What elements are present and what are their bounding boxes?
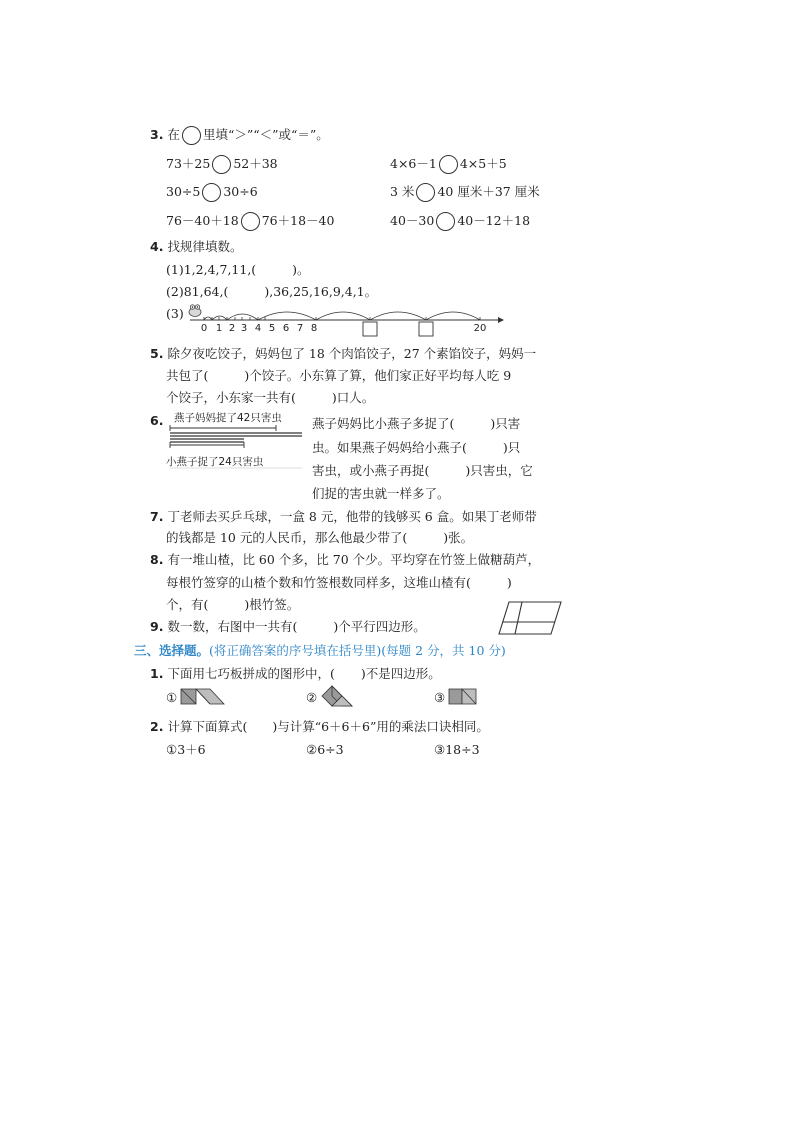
q3-stem: [150, 126, 329, 145]
q5-line-3: [166, 390, 374, 406]
q8-number: 8.: [150, 552, 164, 567]
q6-line-4: [312, 486, 450, 502]
q3-item-6: [390, 212, 530, 231]
q8-text: 有一堆山楂，比 60 个多，比 70 个少。平均穿在竹签上做糖葫芦，: [167, 552, 541, 567]
q3-item-left: 30÷5: [166, 184, 201, 199]
option-label: ①: [166, 690, 178, 705]
tangram-shape-1: [180, 688, 228, 706]
q7-text: 的钱都是 10 元的人民币，那么他最少带了(: [166, 530, 408, 545]
q6-diagram-bottom-label: 小燕子捉了24只害虫: [166, 456, 264, 468]
q5-line-1: [150, 346, 536, 362]
q3-stem-after: 里填“＞”“＜”或“＝”。: [202, 127, 329, 142]
q4-p1-text-end: )。: [292, 262, 310, 277]
q6-text: 们捉的害虫就一样多了。: [312, 486, 450, 501]
tick-label: 0: [200, 323, 208, 334]
q5-text: 个饺子，小东家一共有(: [166, 390, 296, 405]
q9-line-1: [150, 619, 426, 635]
q3-item-1: [166, 155, 278, 174]
q8-line-2: [166, 575, 512, 591]
c2-option-2[interactable]: ②6÷3: [306, 742, 344, 757]
q3-item-right: 40－12＋18: [457, 213, 531, 228]
option-label: ③: [434, 690, 446, 705]
q4-stem-text: 找规律填数。: [167, 239, 243, 254]
q5-number: 5.: [150, 346, 164, 361]
q3-item-right: 40 厘米＋37 厘米: [437, 184, 540, 199]
tick-label: 3: [240, 323, 248, 334]
c1-text: 下面用七巧板拼成的图形中，(: [167, 666, 335, 681]
c2-stem: [150, 719, 489, 735]
q4-stem: [150, 239, 242, 255]
section-3-heading: [134, 643, 506, 659]
q8-line-3: [166, 597, 299, 613]
compare-circle[interactable]: [416, 183, 435, 202]
q3-item-3: [166, 183, 258, 202]
number-line-answer-box[interactable]: [363, 322, 377, 336]
c2-option-1[interactable]: ①3＋6: [166, 742, 206, 757]
q8-text: ): [506, 575, 512, 590]
tick-label: 1: [215, 323, 223, 334]
q9-text: 数一数，右图中一共有(: [167, 619, 298, 634]
section-3-note: (将正确答案的序号填在括号里)(每题 2 分，共 10 分): [209, 643, 506, 658]
q4-p3-label: (3): [166, 306, 184, 321]
q9-text: )个平行四边形。: [333, 619, 426, 634]
q6-text: 害虫，或小燕子再捉(: [312, 463, 430, 478]
q4-part-2: [166, 284, 377, 300]
q3-item-right: 4×5＋5: [459, 156, 507, 171]
tick-label: 2: [228, 323, 236, 334]
q4-part-1: [166, 262, 310, 278]
c2-option-3[interactable]: ③18÷3: [434, 742, 480, 757]
compare-circle[interactable]: [241, 212, 260, 231]
q3-item-left: 40－30: [390, 213, 435, 228]
q7-line-1: [150, 509, 537, 525]
q7-line-2: [166, 530, 473, 546]
q3-item-left: 76－40＋18: [166, 213, 239, 228]
q3-item-left: 73＋25: [166, 156, 211, 171]
q3-item-2: [390, 155, 507, 174]
q6-line-3: [312, 463, 533, 479]
q5-text: )个饺子。小东算了算，他们家正好平均每人吃 9: [244, 368, 512, 383]
q6-text: 燕子妈妈比小燕子多捉了(: [312, 416, 455, 431]
tick-label: 4: [254, 323, 262, 334]
q5-line-2: [166, 368, 511, 384]
tick-label: 5: [268, 323, 276, 334]
q3-item-4: [390, 183, 540, 202]
c2-number: 2.: [150, 719, 164, 734]
compare-circle[interactable]: [212, 155, 231, 174]
q3-number: 3.: [150, 127, 164, 142]
q8-text: 每根竹签穿的山楂个数和竹签根数同样多，这堆山楂有(: [166, 575, 471, 590]
q3-item-5: [166, 212, 334, 231]
c1-text: )不是四边形。: [360, 666, 441, 681]
tick-label: 6: [282, 323, 290, 334]
q8-text: )根竹签。: [244, 597, 300, 612]
q8-line-1: [150, 552, 540, 568]
q6-line-2: [312, 440, 520, 456]
q4-p2-text: (2)81,64,(: [166, 284, 229, 299]
compare-circle[interactable]: [439, 155, 458, 174]
q6-number-line: [150, 413, 163, 429]
q7-text: )张。: [443, 530, 474, 545]
q6-text: )只害: [490, 416, 521, 431]
tick-label: 20: [473, 323, 487, 334]
tangram-shape-2: [320, 684, 354, 710]
c1-option-3[interactable]: [434, 690, 445, 706]
c1-number: 1.: [150, 666, 164, 681]
q5-text: 共包了(: [166, 368, 209, 383]
q9-number: 9.: [150, 619, 164, 634]
c1-stem: [150, 666, 441, 682]
q6-number: 6.: [150, 413, 164, 428]
q3-item-left: 3 米: [390, 184, 415, 199]
c1-option-2[interactable]: [306, 690, 317, 706]
section-3-title: 三、选择题。: [134, 643, 210, 658]
number-line: [190, 300, 510, 336]
option-label: ②: [306, 690, 318, 705]
answer-circle: [182, 126, 201, 145]
q3-item-right: 76＋18－40: [261, 213, 335, 228]
q3-stem-before: 在: [167, 127, 180, 142]
q3-item-right: 30÷6: [223, 184, 258, 199]
q4-p1-text: (1)1,2,4,7,11,(: [166, 262, 257, 277]
q7-number: 7.: [150, 509, 164, 524]
q3-item-right: 52＋38: [233, 156, 278, 171]
tick-label: 7: [296, 323, 304, 334]
q6-text: )只: [502, 440, 521, 455]
q5-text: )口人。: [331, 390, 375, 405]
c2-text: 计算下面算式( )与计算“6＋6＋6”用的乘法口诀相同。: [167, 719, 489, 734]
q6-text: )只害虫，它: [465, 463, 533, 478]
tangram-shape-3: [448, 688, 478, 706]
q3-item-left: 4×6－1: [390, 156, 437, 171]
q6-diagram-top-label: 燕子妈妈捉了42只害虫: [174, 412, 282, 424]
q8-text: 个，有(: [166, 597, 209, 612]
number-line-answer-box[interactable]: [419, 322, 433, 336]
parallelogram-figure: [495, 600, 565, 636]
q4-part-3-label: [166, 306, 184, 322]
q6-line-1: [312, 416, 520, 432]
q4-number: 4.: [150, 239, 164, 254]
q4-p2-text-end: ),36,25,16,9,4,1。: [264, 284, 378, 299]
tick-label: 8: [310, 323, 318, 334]
q5-text: 除夕夜吃饺子，妈妈包了 18 个肉馅饺子，27 个素馅饺子，妈妈一: [167, 346, 537, 361]
q6-text: 虫。如果燕子妈妈给小燕子(: [312, 440, 467, 455]
c1-option-1[interactable]: [166, 690, 177, 706]
compare-circle[interactable]: [202, 183, 221, 202]
compare-circle[interactable]: [436, 212, 455, 231]
q7-text: 丁老师去买乒乓球，一盒 8 元，他带的钱够买 6 盒。如果丁老师带: [167, 509, 537, 524]
